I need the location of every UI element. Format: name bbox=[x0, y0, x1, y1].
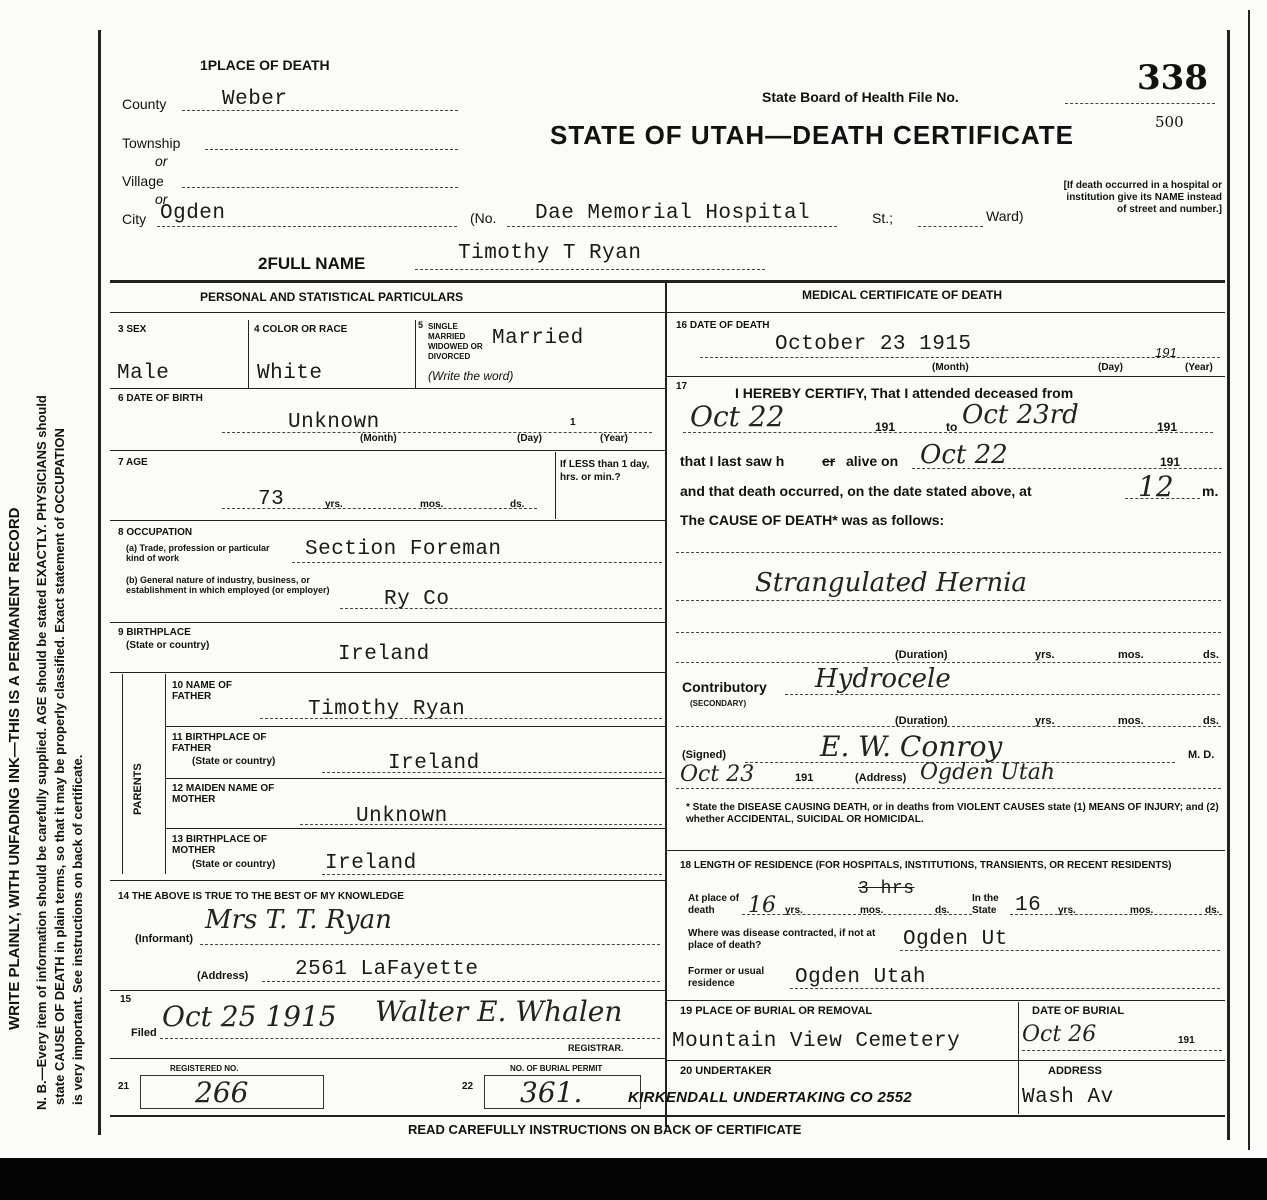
bottom-divider bbox=[110, 1115, 1225, 1117]
contracted-value: Ogden Ut bbox=[903, 928, 1008, 951]
burial-place-value: Mountain View Cemetery bbox=[672, 1030, 961, 1053]
instructions-note-line2: state CAUSE OF DEATH in plain terms, so that it may be properly classified. Exact statement of OCCUPATION bbox=[52, 428, 67, 1105]
row-rule-1 bbox=[110, 388, 665, 389]
filed-date-value: Oct 25 1915 bbox=[162, 1000, 337, 1033]
father-birthplace-line bbox=[322, 772, 662, 773]
registrar-signature: Walter E. Whalen bbox=[375, 995, 623, 1028]
dob-value: Unknown bbox=[288, 411, 380, 434]
sex-value: Male bbox=[117, 362, 170, 385]
residence-label: 18 LENGTH OF RESIDENCE (FOR HOSPITALS, INSTITUTIONS, TRANSIENTS, OR RECENT RESIDENTS) bbox=[680, 860, 1172, 871]
city-line bbox=[157, 226, 457, 227]
street-line bbox=[507, 226, 837, 227]
father-rule bbox=[165, 726, 665, 727]
file-no-suffix: 500 bbox=[1155, 113, 1184, 131]
dob-label: 6 DATE OF BIRTH bbox=[118, 393, 203, 404]
death-occurred-label: and that death occurred, on the date stated above, at bbox=[680, 483, 1032, 499]
attended-191a: 191 bbox=[875, 420, 896, 434]
county-value: Weber bbox=[222, 88, 288, 111]
duration-yrs-1: yrs. bbox=[1035, 649, 1055, 661]
med-rule-1 bbox=[667, 376, 1225, 377]
former-residence-label: Former or usual residence bbox=[688, 966, 765, 989]
at-place-mos: mos. bbox=[860, 905, 884, 916]
filed-line bbox=[160, 1038, 660, 1039]
file-no-label: State Board of Health File No. bbox=[762, 89, 959, 105]
full-name-line bbox=[415, 269, 765, 270]
row-rule-4 bbox=[110, 622, 665, 623]
personal-section-title: PERSONAL AND STATISTICAL PARTICULARS bbox=[200, 290, 464, 304]
burial-date-line bbox=[1022, 1050, 1222, 1051]
mother-birthplace-sub: (State or country) bbox=[192, 859, 276, 870]
duration-mos-2: mos. bbox=[1118, 715, 1144, 727]
registered-index: 21 bbox=[118, 1081, 130, 1092]
dob-month-label: (Month) bbox=[360, 433, 397, 444]
ward-label: Ward) bbox=[986, 208, 1024, 224]
village-line bbox=[182, 187, 458, 188]
informant-address-line bbox=[262, 981, 660, 982]
medical-title-rule bbox=[667, 312, 1225, 313]
color-label: 4 COLOR OR RACE bbox=[254, 324, 348, 335]
hospital-note: [If death occurred in a hospital or institution give its NAME instead of street and number.] bbox=[1063, 180, 1222, 215]
in-state-ds: ds. bbox=[1205, 905, 1220, 916]
duration-ds-1: ds. bbox=[1203, 649, 1219, 661]
contributory-label: Contributory bbox=[682, 679, 767, 695]
village-label: Village bbox=[122, 173, 164, 189]
parents-left-rule bbox=[122, 674, 123, 874]
death-time-unit: m. bbox=[1202, 483, 1219, 499]
header-divider bbox=[110, 280, 1225, 283]
duration-label-1: (Duration) bbox=[895, 649, 948, 661]
medical-section-title: MEDICAL CERTIFICATE OF DEATH bbox=[802, 288, 1002, 302]
age-yrs-label: yrs. bbox=[325, 499, 343, 510]
mother-birthplace-label: 13 BIRTHPLACE OF MOTHER bbox=[172, 834, 268, 856]
contributory-sub: (SECONDARY) bbox=[690, 699, 747, 708]
footer-instructions: READ CAREFULLY INSTRUCTIONS ON BACK OF CERTIFICATE bbox=[408, 1122, 802, 1137]
township-line bbox=[205, 149, 458, 150]
father-birthplace-value: Ireland bbox=[388, 752, 480, 775]
in-state-line bbox=[1010, 914, 1222, 915]
marital-write-note: (Write the word) bbox=[428, 369, 514, 383]
ward-line bbox=[918, 226, 983, 227]
cause-value: Strangulated Hernia bbox=[755, 568, 1027, 598]
row-rule-8 bbox=[110, 1058, 665, 1059]
mother-birthplace-value: Ireland bbox=[325, 852, 417, 875]
at-place-struck: 3 hrs bbox=[858, 879, 915, 899]
age-ds-label: ds. bbox=[510, 499, 525, 510]
city-value: Ogden bbox=[160, 202, 226, 225]
street-no-label: (No. bbox=[470, 210, 497, 226]
street-st-label: St.; bbox=[872, 210, 894, 226]
burial-date-191: 191 bbox=[1178, 1035, 1195, 1046]
duration-label-2: (Duration) bbox=[895, 715, 948, 727]
row-rule-3 bbox=[110, 520, 665, 521]
last-saw-value: Oct 22 bbox=[920, 440, 1008, 470]
row-rule-6 bbox=[110, 880, 665, 881]
attended-from-value: Oct 22 bbox=[690, 400, 785, 433]
last-saw-struck: er bbox=[822, 453, 836, 469]
in-state-yrs: yrs. bbox=[1058, 905, 1076, 916]
father-birthplace-label: 11 BIRTHPLACE OF FATHER bbox=[172, 732, 267, 754]
signed-date: Oct 23 bbox=[680, 762, 755, 787]
father-value: Timothy Ryan bbox=[308, 698, 466, 721]
county-label: County bbox=[122, 96, 167, 112]
cause-line-1 bbox=[676, 552, 1221, 553]
age-mos-label: mos. bbox=[420, 499, 444, 510]
cause-line-3 bbox=[676, 632, 1221, 633]
age-less-note: If LESS than 1 day, hrs. or min.? bbox=[560, 459, 650, 483]
dod-day-label: (Day) bbox=[1098, 362, 1124, 373]
undertaker-value: KIRKENDALL UNDERTAKING CO 2552 bbox=[628, 1089, 913, 1106]
signed-value: E. W. Conroy bbox=[820, 730, 1003, 763]
sex-color-divider bbox=[248, 320, 249, 388]
med-rule-4 bbox=[667, 1060, 1225, 1061]
burial-permit-label: NO. OF BURIAL PERMIT bbox=[510, 1064, 603, 1073]
mother-rule bbox=[165, 828, 665, 829]
dod-label: 16 DATE OF DEATH bbox=[676, 320, 770, 331]
signed-address-value: Ogden Utah bbox=[920, 760, 1056, 785]
in-state-mos: mos. bbox=[1130, 905, 1154, 916]
attended-to-value: Oct 23rd bbox=[962, 400, 1079, 430]
marital-options: SINGLE MARRIED WIDOWED OR DIVORCED bbox=[428, 322, 483, 361]
dob-year-label: (Year) bbox=[600, 433, 628, 444]
burial-permit-value: 361. bbox=[520, 1076, 583, 1109]
color-marital-divider bbox=[415, 320, 416, 388]
signed-address-label: (Address) bbox=[855, 772, 907, 784]
left-border bbox=[98, 30, 101, 1135]
signed-address-line bbox=[676, 788, 1221, 789]
birthplace-value: Ireland bbox=[338, 643, 430, 666]
cause-line-2 bbox=[676, 600, 1221, 601]
or-label-2: or bbox=[155, 191, 168, 207]
at-place-label: At place of death bbox=[688, 893, 740, 916]
full-name-value: Timothy T Ryan bbox=[458, 242, 642, 265]
burial-date-label: DATE OF BURIAL bbox=[1032, 1005, 1125, 1017]
informant-value: Mrs T. T. Ryan bbox=[205, 905, 392, 935]
occupation-a-label: (a) Trade, profession or particular kind of work bbox=[126, 543, 270, 563]
row-rule-7 bbox=[110, 990, 665, 991]
knowledge-label: 14 THE ABOVE IS TRUE TO THE BEST OF MY KNOWLEDGE bbox=[118, 891, 404, 902]
registrar-label: REGISTRAR. bbox=[568, 1043, 624, 1053]
duration-ds-2: ds. bbox=[1203, 715, 1219, 727]
duration-yrs-2: yrs. bbox=[1035, 715, 1055, 727]
outer-right-border bbox=[1248, 10, 1250, 1150]
color-value: White bbox=[257, 362, 323, 385]
filed-label: Filed bbox=[131, 1027, 157, 1039]
parents-inner-rule bbox=[165, 674, 166, 874]
last-saw-191: 191 bbox=[1160, 455, 1181, 469]
dob-comma: 1 bbox=[570, 417, 576, 428]
marital-number: 5 bbox=[418, 320, 424, 330]
mother-value: Unknown bbox=[356, 805, 448, 828]
occupation-b-label: (b) General nature of industry, business, or establishment in which employed (or employer) bbox=[126, 575, 330, 595]
row-rule-2 bbox=[110, 450, 665, 451]
undertaker-address-label: ADDRESS bbox=[1048, 1065, 1102, 1077]
former-residence-value: Ogden Utah bbox=[795, 966, 927, 989]
instructions-note-line1: N. B.—Every item of information should be carefully supplied. AGE should be stated EXACTLY. PHYSICIANS should bbox=[34, 395, 49, 1110]
md-label: M. D. bbox=[1188, 749, 1215, 761]
signed-label: (Signed) bbox=[682, 749, 726, 761]
file-no-value: 338 bbox=[1137, 58, 1208, 98]
filed-number: 15 bbox=[120, 994, 132, 1005]
last-saw-label: that I last saw h bbox=[680, 453, 785, 469]
father-birthplace-sub: (State or country) bbox=[192, 756, 276, 767]
undertaker-label: 20 UNDERTAKER bbox=[680, 1065, 772, 1077]
father-label: 10 NAME OF FATHER bbox=[172, 680, 233, 702]
sex-label: 3 SEX bbox=[118, 324, 147, 335]
med-rule-2 bbox=[667, 850, 1225, 851]
at-place-yrs: yrs. bbox=[785, 905, 803, 916]
dod-month-label: (Month) bbox=[932, 362, 969, 373]
cause-footnote: * State the DISEASE CAUSING DEATH, or in deaths from VIOLENT CAUSES state (1) MEANS OF INJURY; and (2) whether ACCIDENTAL, SUICIDAL OR HOMICIDAL. bbox=[686, 802, 1219, 825]
occupation-a-value: Section Foreman bbox=[305, 538, 502, 561]
dod-value: October 23 1915 bbox=[775, 333, 972, 356]
registered-no-label: REGISTERED NO. bbox=[170, 1064, 239, 1073]
cause-duration-line bbox=[676, 662, 1221, 663]
death-time-value: 12 bbox=[1138, 470, 1174, 503]
birthplace-sub: (State or country) bbox=[126, 640, 210, 651]
informant-address-value: 2561 LaFayette bbox=[295, 958, 479, 981]
parents-label: PARENTS bbox=[132, 763, 144, 815]
street-value: Dae Memorial Hospital bbox=[535, 202, 811, 225]
personal-title-rule bbox=[110, 312, 665, 313]
township-label: Township bbox=[122, 135, 181, 151]
at-place-ds: ds. bbox=[935, 905, 950, 916]
place-of-death-label: 1PLACE OF DEATH bbox=[200, 57, 330, 73]
in-state-label: In the State bbox=[972, 893, 999, 916]
last-saw-mid: alive on bbox=[846, 453, 899, 469]
row-rule-5 bbox=[110, 672, 665, 673]
mother-label: 12 MAIDEN NAME OF MOTHER bbox=[172, 783, 275, 805]
scan-bottom-edge bbox=[0, 1158, 1267, 1200]
age-less-divider bbox=[555, 452, 556, 519]
dod-line bbox=[700, 357, 1220, 358]
burial-date-divider bbox=[1018, 1002, 1019, 1114]
informant-label: (Informant) bbox=[135, 933, 194, 945]
occupation-label: 8 OCCUPATION bbox=[118, 527, 193, 538]
attended-to-label: to bbox=[946, 420, 958, 434]
attended-191b: 191 bbox=[1157, 420, 1178, 434]
dob-line bbox=[222, 432, 652, 433]
occupation-a-line bbox=[292, 562, 662, 563]
instructions-note-line3: is very important. See instructions on back of certificate. bbox=[70, 754, 85, 1105]
cause-label: The CAUSE OF DEATH* was as follows: bbox=[680, 512, 945, 528]
contributory-line bbox=[785, 694, 1220, 695]
or-label-1: or bbox=[155, 153, 168, 169]
permanent-record-note: WRITE PLAINLY, WITH UNFADING INK—THIS IS A PERMANENT RECORD bbox=[6, 507, 23, 1030]
certify-text: I HEREBY CERTIFY, That I attended deceased from bbox=[735, 385, 1074, 401]
informant-line bbox=[200, 944, 660, 945]
dod-year-label: (Year) bbox=[1185, 362, 1213, 373]
burial-permit-index: 22 bbox=[462, 1081, 474, 1092]
burial-date-value: Oct 26 bbox=[1022, 1022, 1097, 1047]
dod-191: 191 bbox=[1155, 345, 1177, 360]
mother-line bbox=[300, 824, 662, 825]
undertaker-address-value: Wash Av bbox=[1022, 1086, 1114, 1109]
certificate-title: STATE OF UTAH—DEATH CERTIFICATE bbox=[550, 120, 1074, 150]
birthplace-label: 9 BIRTHPLACE bbox=[118, 627, 191, 638]
certify-number: 17 bbox=[676, 381, 688, 392]
full-name-label: 2FULL NAME bbox=[258, 254, 366, 273]
duration-mos-1: mos. bbox=[1118, 649, 1144, 661]
registered-no-value: 266 bbox=[195, 1076, 249, 1109]
age-value: 73 bbox=[258, 488, 285, 511]
signed-191: 191 bbox=[795, 772, 814, 784]
med-rule-3 bbox=[667, 1000, 1225, 1001]
age-label: 7 AGE bbox=[118, 457, 148, 468]
contributory-value: Hydrocele bbox=[815, 664, 951, 694]
occupation-b-value: Ry Co bbox=[384, 588, 450, 611]
at-place-value: 16 bbox=[748, 893, 776, 918]
city-label: City bbox=[122, 211, 147, 227]
in-state-value: 16 bbox=[1015, 894, 1042, 917]
informant-address-label: (Address) bbox=[197, 970, 249, 982]
file-no-line bbox=[1065, 103, 1215, 104]
marital-value: Married bbox=[492, 327, 584, 350]
dob-day-label: (Day) bbox=[517, 433, 543, 444]
right-border bbox=[1227, 30, 1230, 1140]
burial-place-label: 19 PLACE OF BURIAL OR REMOVAL bbox=[680, 1005, 873, 1017]
father-birthplace-rule bbox=[165, 778, 665, 779]
contracted-label: Where was disease contracted, if not at place of death? bbox=[688, 928, 876, 951]
